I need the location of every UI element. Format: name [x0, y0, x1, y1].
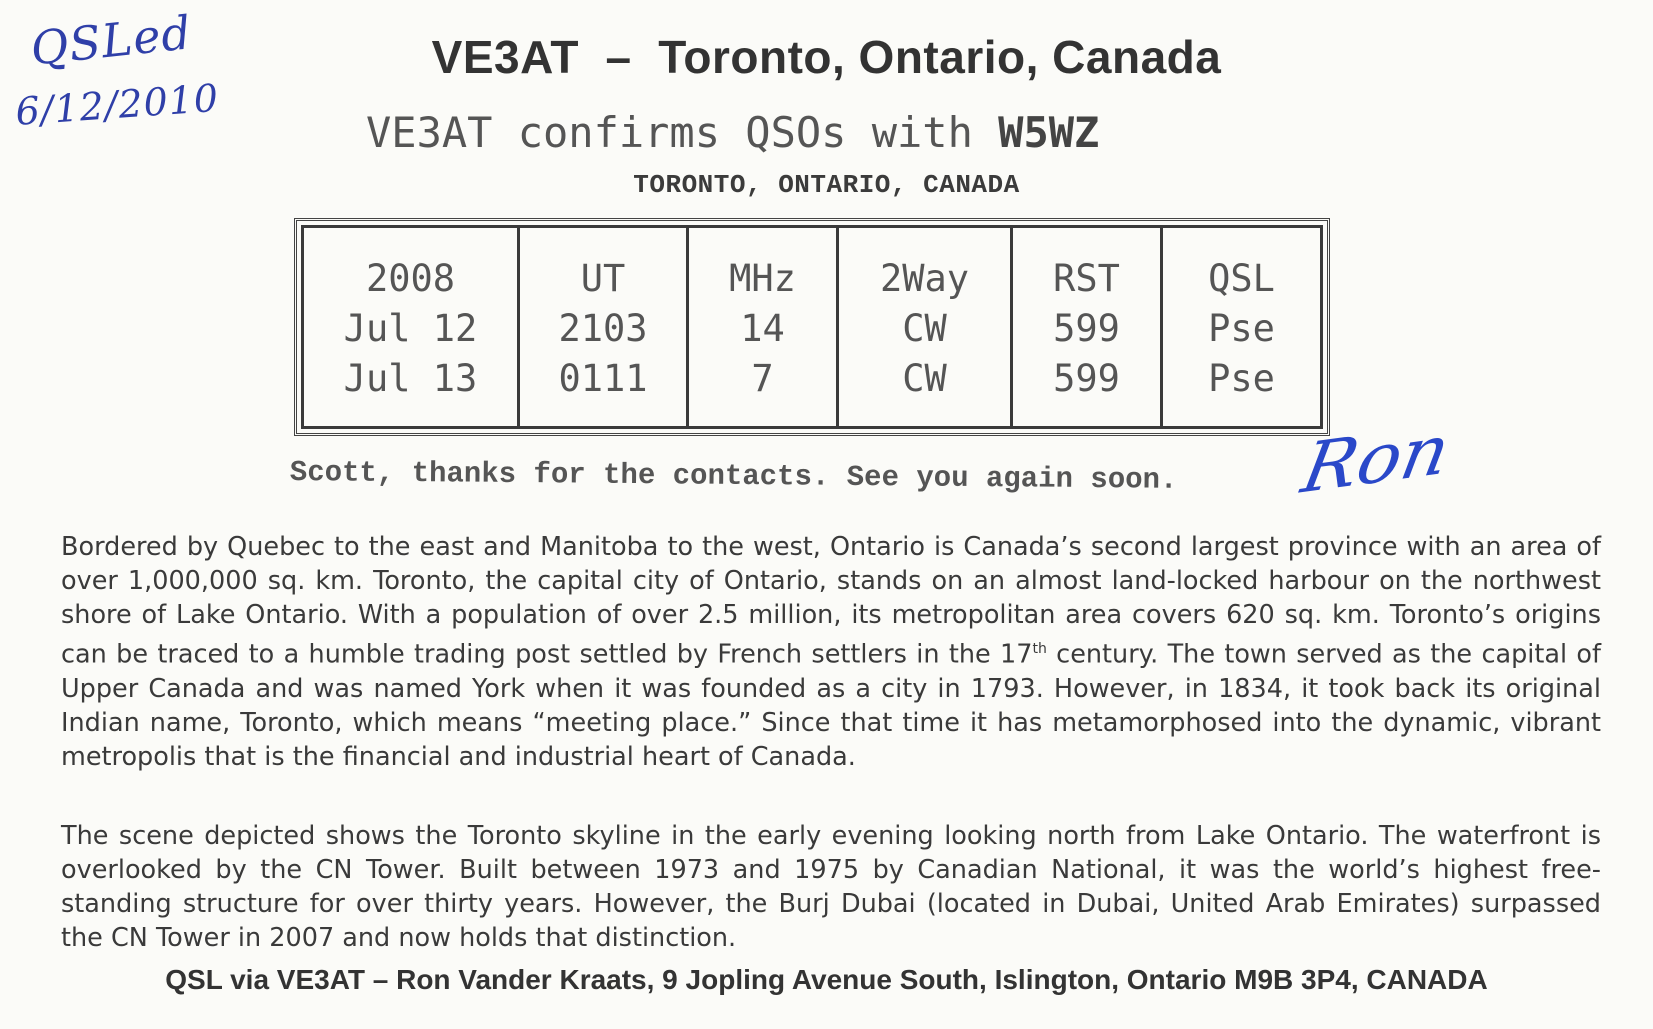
- qso-cell: Pse: [1208, 357, 1275, 400]
- qso-table: [294, 218, 1330, 436]
- qso-column-mode: [839, 228, 1013, 426]
- superscript-ordinal: th: [1032, 641, 1047, 657]
- qso-cell: Pse: [1208, 307, 1275, 350]
- qsl-route-footer: QSL via VE3AT – Ron Vander Kraats, 9 Jopling Avenue South, Islington, Ontario M9B 3P4, CANADA: [165, 964, 1488, 995]
- qso-column-date: [304, 228, 520, 426]
- qso-header-cell: MHz: [729, 257, 796, 300]
- qso-table-grid: [301, 225, 1323, 429]
- confirmation-prefix: VE3AT confirms QSOs with: [366, 108, 999, 157]
- qso-cell: CW: [902, 357, 947, 400]
- qso-column-frequency: [689, 228, 839, 426]
- qso-cell: 7: [751, 357, 774, 400]
- station-location: TORONTO, ONTARIO, CANADA: [633, 170, 1020, 200]
- qso-header-cell: UT: [580, 257, 626, 300]
- handwritten-signature: Ron: [1296, 408, 1456, 510]
- qso-cell: CW: [902, 307, 947, 350]
- qso-header-cell: QSL: [1208, 257, 1275, 300]
- qso-header-cell: RST: [1053, 257, 1120, 300]
- qso-cell: 14: [740, 307, 785, 350]
- card-title: VE3AT – Toronto, Ontario, Canada: [431, 31, 1222, 83]
- qso-cell: 599: [1053, 307, 1120, 350]
- handwritten-qsl-note: QSLed: [28, 5, 195, 76]
- qso-cell: 2103: [558, 307, 648, 350]
- qso-cell: Jul 13: [343, 357, 478, 400]
- qso-column-rst: [1013, 228, 1163, 426]
- personal-message: Scott, thanks for the contacts. See you again soon.: [289, 456, 1178, 497]
- qso-header-cell: 2008: [365, 257, 456, 300]
- confirmation-line: [366, 108, 1099, 157]
- qso-header-cell: 2Way: [879, 257, 970, 300]
- handwritten-date-note: 6/12/2010: [14, 75, 221, 134]
- paragraph-text: Bordered by Quebec to the east and Manitoba to the west, Ontario is Canada’s second largest province with an area of over 1,000,000 sq. km. Toronto, the capital city of Ontario, stands on an almost land-locked harbour on the northwest shore of Lake Ontario. With a population of over 2.5 million, its metropolitan area covers 620 sq. km. Toronto’s origins can be traced to a humble trading post settled by French settlers in the 17: [61, 532, 1601, 670]
- description-paragraph-skyline: The scene depicted shows the Toronto skyline in the early evening looking north from Lake Ontario. The waterfront is overlooked by the CN Tower. Built between 1973 and 1975 by Canadian National, it was the world’s highest free-standing structure for over thirty years. However, the Burj Dubai (located in Dubai, United Arab Emirates) surpassed the CN Tower in 2007 and now holds that distinction.: [61, 821, 1601, 953]
- qso-column-time: [520, 228, 689, 426]
- confirmed-callsign: W5WZ: [998, 108, 1100, 157]
- paragraph-text: century. The town served as the capital of Upper Canada and was named York when it was founded as a city in 1793. However, in 1834, it took back its original Indian name, Toronto, which means “meeting place.” Since that time it has metamorphosed into the dynamic, vibrant metropolis that is the financial and industrial heart of Canada.: [61, 639, 1601, 772]
- description-paragraph-ontario: [61, 530, 1601, 774]
- qso-cell: 599: [1053, 357, 1120, 400]
- qso-cell: 0111: [558, 357, 648, 400]
- qso-cell: Jul 12: [343, 307, 478, 350]
- qso-column-qsl: [1163, 228, 1320, 426]
